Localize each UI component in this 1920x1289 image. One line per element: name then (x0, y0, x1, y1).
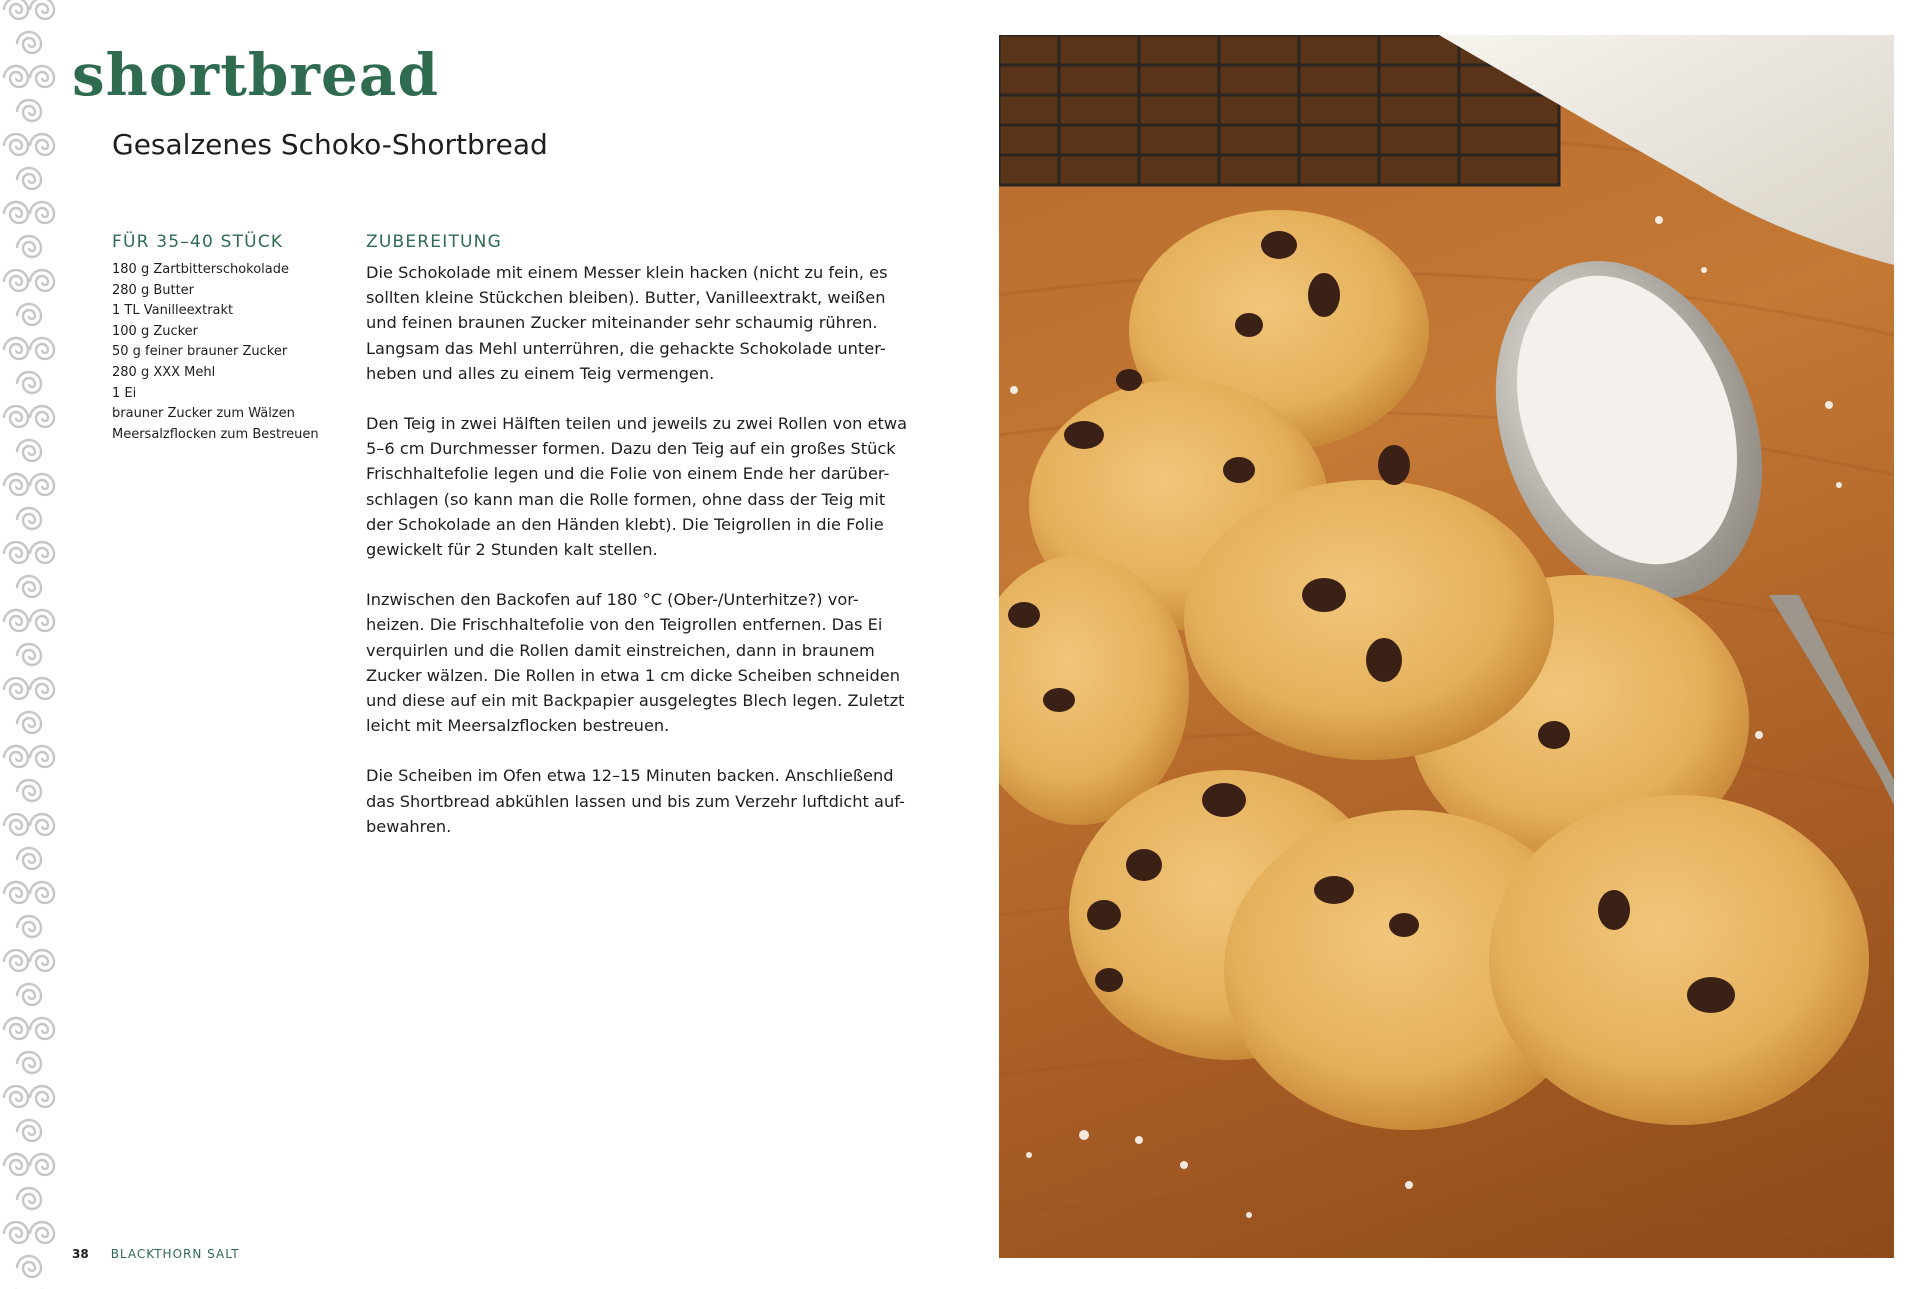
spiral-ornament (30, 1154, 54, 1175)
spiral-ornament (4, 1222, 28, 1243)
preparation-paragraph (366, 763, 905, 839)
text-line: schlagen (so kann man die Rolle formen, ohne dass der Teig mit (366, 489, 886, 509)
ingredients-section (112, 232, 337, 445)
spiral-ornament (30, 66, 54, 87)
text-line: heizen. Die Frischhaltefolie von den Teigrollen entfernen. Das Ei (366, 615, 883, 635)
spiral-ornament (17, 644, 41, 665)
spiral-ornament (17, 848, 41, 869)
text-line: und feinen braunen Zucker miteinander sehr schaumig rühren. (366, 313, 878, 333)
text-line: leicht mit Meersalzflocken bestreuen. (366, 716, 670, 736)
spiral-ornament (17, 236, 41, 257)
spiral-ornament (4, 134, 28, 155)
spiral-ornament (30, 1222, 54, 1243)
text-line: gewickelt für 2 Stunden kalt stellen. (366, 540, 658, 560)
text-line: Die Schokolade mit einem Messer klein hacken (nicht zu fein, es (366, 263, 888, 282)
spiral-ornament (17, 916, 41, 937)
spiral-ornament (4, 1154, 28, 1175)
spiral-ornament (30, 814, 54, 835)
ingredient-item: 50 g feiner brauner Zucker (112, 344, 288, 360)
spiral-ornament (4, 1018, 28, 1039)
preparation-section (366, 232, 908, 864)
spiral-ornament (4, 270, 28, 291)
spiral-ornament (17, 372, 41, 393)
spiral-ornament (4, 746, 28, 767)
page-number: 38 (72, 1247, 89, 1261)
text-line: und diese auf ein mit Backpapier ausgelegtes Blech legen. Zuletzt (366, 691, 905, 711)
spiral-ornament (30, 1018, 54, 1039)
recipe-title: Gesalzenes Schoko-Shortbread (112, 128, 548, 161)
spiral-ornament (17, 1188, 41, 1209)
spiral-ornament (30, 610, 54, 631)
preparation-paragraph (366, 411, 908, 562)
text-line: der Schokolade an den Händen klebt). Die Teigrollen in die Folie (366, 514, 884, 534)
spiral-ornament (17, 780, 41, 801)
preparation-heading: ZUBEREITUNG (366, 232, 502, 252)
spiral-ornament (4, 542, 28, 563)
spiral-ornament (4, 610, 28, 631)
spiral-ornament (30, 406, 54, 427)
celtic-border-ornament (0, 0, 58, 1289)
spiral-ornament (30, 134, 54, 155)
ingredient-item: 1 TL Vanilleextrakt (112, 303, 234, 319)
text-line: verquirlen und die Rollen damit einstreichen, dann in braunem (366, 640, 875, 660)
ingredient-item: brauner Zucker zum Wälzen (112, 406, 295, 422)
text-line: 5–6 cm Durchmesser formen. Dazu den Teig auf ein großes Stück (366, 439, 896, 459)
spiral-ornament (17, 1256, 41, 1277)
spiral-ornament (30, 950, 54, 971)
spiral-ornament (30, 0, 54, 19)
text-line: Die Scheiben im Ofen etwa 12–15 Minuten backen. Anschließend (366, 766, 894, 786)
spiral-ornament (4, 1086, 28, 1107)
ingredient-item: 280 g Butter (112, 282, 195, 298)
spiral-ornament (30, 882, 54, 903)
spiral-ornament (30, 746, 54, 767)
text-line: sollten kleine Stückchen bleiben). Butter, Vanilleextrakt, weißen (366, 288, 886, 308)
spiral-ornament (17, 304, 41, 325)
ingredient-item: 180 g Zartbitterschokolade (112, 262, 290, 277)
page-footer (72, 1247, 240, 1261)
ingredients-list (112, 260, 337, 445)
ingredients-heading: FÜR 35–40 STÜCK (112, 232, 284, 252)
spiral-ornament (30, 338, 54, 359)
spiral-ornament (4, 338, 28, 359)
preparation-paragraph (366, 260, 888, 386)
preparation-paragraph (366, 587, 905, 738)
spiral-ornament (30, 1086, 54, 1107)
spiral-ornament (4, 950, 28, 971)
spiral-ornament (17, 1120, 41, 1141)
text-line: bewahren. (366, 816, 452, 836)
spiral-ornament (17, 168, 41, 189)
spiral-ornament (4, 66, 28, 87)
spiral-ornament (17, 1052, 41, 1073)
spiral-ornament (17, 984, 41, 1005)
cooling-rack (999, 35, 1559, 185)
spiral-ornament (30, 678, 54, 699)
spiral-ornament (30, 270, 54, 291)
spiral-ornament (4, 814, 28, 835)
spiral-ornament (4, 882, 28, 903)
text-line: Langsam das Mehl unterrühren, die gehackte Schokolade unter- (366, 338, 886, 358)
spiral-ornament (4, 474, 28, 495)
spiral-ornament (17, 508, 41, 529)
text-line: Zucker wälzen. Die Rollen in etwa 1 cm dicke Scheiben schneiden (366, 665, 900, 685)
spiral-ornament (17, 100, 41, 121)
book-title: BLACKTHORN SALT (110, 1247, 240, 1261)
spiral-ornament (30, 542, 54, 563)
text-line: das Shortbread abkühlen lassen und bis zum Verzehr luftdicht auf- (366, 791, 905, 811)
spiral-ornament (17, 32, 41, 53)
ingredient-item: 100 g Zucker (112, 323, 199, 339)
cookie-pile (999, 210, 1869, 1130)
spiral-ornament (17, 576, 41, 597)
spiral-ornament (17, 440, 41, 461)
text-line: Den Teig in zwei Hälften teilen und jeweils zu zwei Rollen von etwa (366, 414, 908, 434)
spiral-ornament (17, 712, 41, 733)
text-line: heben und alles zu einem Teig vermengen. (366, 363, 715, 383)
chapter-title: shortbread (72, 41, 440, 109)
ingredient-item: 280 g XXX Mehl (112, 364, 216, 380)
ingredient-item: 1 Ei (112, 385, 137, 401)
text-line: Frischhaltefolie legen und die Folie von einem Ende her darüber- (366, 464, 890, 484)
spiral-ornament (4, 0, 28, 19)
text-line: Inzwischen den Backofen auf 180 °C (Ober-/Unterhitze?) vor- (366, 590, 859, 610)
spiral-ornament (30, 474, 54, 495)
spiral-ornament (4, 202, 28, 223)
cookies-photo (999, 35, 1894, 1258)
ingredient-item: Meersalzflocken zum Bestreuen (112, 426, 319, 442)
spiral-ornament (4, 406, 28, 427)
spiral-ornament (30, 202, 54, 223)
spiral-ornament (4, 678, 28, 699)
